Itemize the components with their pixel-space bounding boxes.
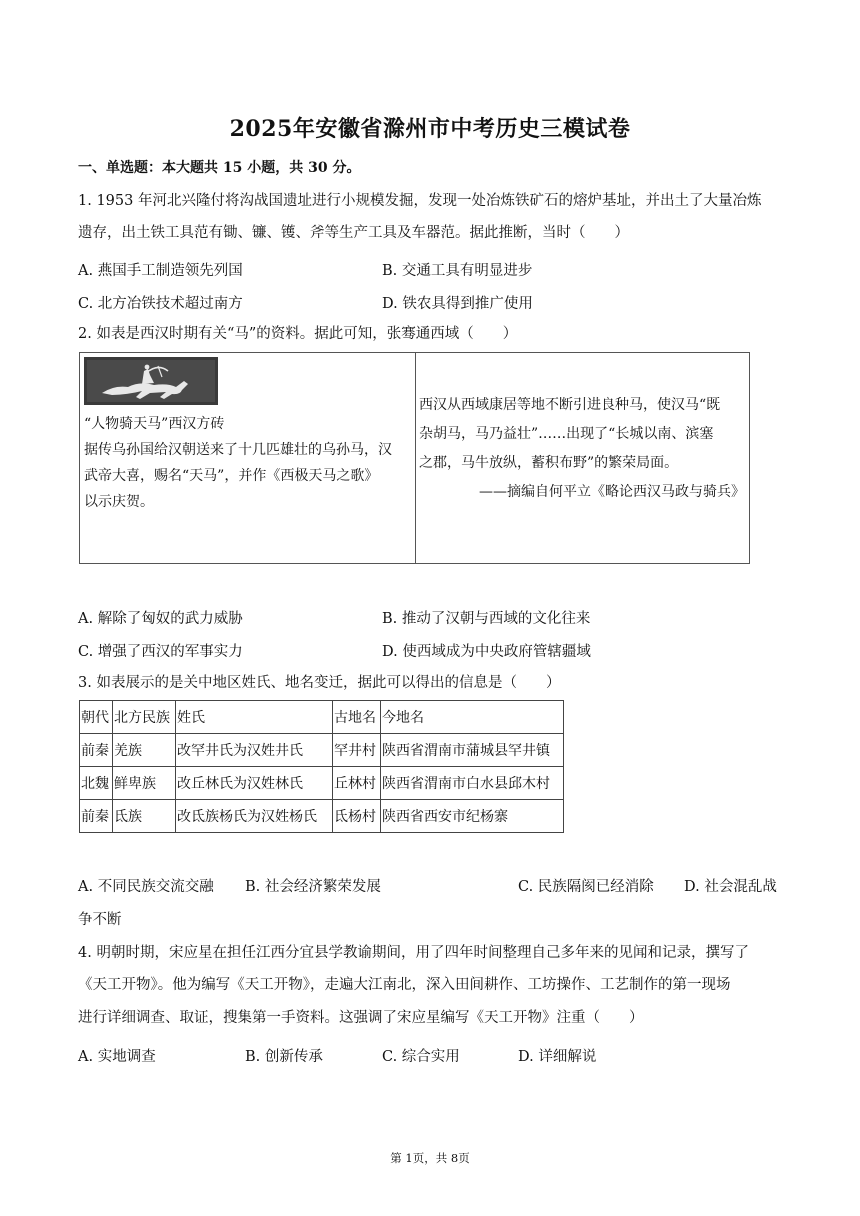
question-1-option-a[interactable]: A. 燕国手工制造领先列国 — [78, 263, 243, 279]
question-4-line-2: 《天工开物》。他为编写《天工开物》，走遍大江南北，深入田间耕作、工坊操作、工艺制作的第一现场 — [78, 977, 731, 993]
quote-source: ——摘编自何平立《略论西汉马政与骑兵》 — [479, 484, 745, 500]
table-header-cell: 姓氏 — [176, 701, 333, 734]
question-1-line-2: 遗存，出土铁工具范有锄、镰、镬、斧等生产工具及车器范。据此推断，当时（ ） — [78, 225, 629, 241]
question-3-option-b[interactable]: B. 社会经济繁荣发展 — [245, 879, 381, 895]
table-row — [80, 767, 564, 800]
table-cell: 北魏 — [80, 767, 113, 800]
question-3-stem: 3. 如表展示的是关中地区姓氏、地名变迁，据此可以得出的信息是（ ） — [78, 675, 561, 691]
brick-caption: “人物骑天马”西汉方砖 — [84, 416, 225, 432]
question-3-option-d[interactable]: D. 社会混乱战 — [684, 879, 777, 895]
table-header-cell: 朝代 — [80, 701, 113, 734]
question-2-stem: 2. 如表是西汉时期有关“马”的资料。据此可知，张骞通西域（ ） — [78, 326, 518, 342]
right-text-line-3: 之郡，马牛放纵，蓄积布野”的繁荣局面。 — [419, 455, 679, 471]
table-cell: 陕西省渭南市蒲城县罕井镇 — [381, 734, 564, 767]
right-text-line-1: 西汉从西域康居等地不断引进良种马，使汉马“既 — [419, 397, 721, 413]
table-cell: 陕西省西安市纪杨寨 — [381, 800, 564, 833]
table-cell: 改丘林氏为汉姓林氏 — [176, 767, 333, 800]
table-cell: 前秦 — [80, 734, 113, 767]
question-1-option-d[interactable]: D. 铁农具得到推广使用 — [382, 296, 533, 312]
table-cell: 陕西省渭南市白水县邱木村 — [381, 767, 564, 800]
question-2-option-b[interactable]: B. 推动了汉朝与西域的文化往来 — [382, 611, 591, 627]
table-header-row — [80, 701, 564, 734]
section-heading: 一、单选题：本大题共 15 小题，共 30 分。 — [78, 160, 361, 176]
left-text-line-3: 以示庆贺。 — [84, 494, 154, 510]
table-cell: 改氐族杨氏为汉姓杨氏 — [176, 800, 333, 833]
table-cell: 改罕井氏为汉姓井氏 — [176, 734, 333, 767]
question-4-line-3: 进行详细调查、取证，搜集第一手资料。这强调了宋应星编写《天工开物》注重（ ） — [78, 1010, 644, 1026]
question-2-option-a[interactable]: A. 解除了匈奴的武力威胁 — [78, 611, 243, 627]
question-4-option-c[interactable]: C. 综合实用 — [382, 1049, 460, 1065]
table-row — [80, 734, 564, 767]
question-2-option-d[interactable]: D. 使西域成为中央政府管辖疆域 — [382, 644, 591, 660]
question-4-option-b[interactable]: B. 创新传承 — [245, 1049, 323, 1065]
question-3-option-d-wrap: 争不断 — [78, 912, 122, 928]
question-4-line-1: 4. 明朝时期，宋应星在担任江西分宜县学教谕期间，用了四年时间整理自己多年来的见闻和记录，撰写了 — [78, 945, 749, 961]
table-cell: 鲜卑族 — [113, 767, 176, 800]
table-header-cell: 古地名 — [333, 701, 381, 734]
question-3-option-c[interactable]: C. 民族隔阂已经消除 — [518, 879, 654, 895]
table-cell: 罕井村 — [333, 734, 381, 767]
question-2-option-c[interactable]: C. 增强了西汉的军事实力 — [78, 644, 243, 660]
table-header-cell: 今地名 — [381, 701, 564, 734]
question-1-line-1: 1. 1953 年河北兴隆付将沟战国遗址进行小规模发掘，发现一处冶炼铁矿石的熔炉基址，并出土了大量冶炼 — [78, 193, 762, 209]
table-row — [80, 800, 564, 833]
question-4-option-a[interactable]: A. 实地调查 — [78, 1049, 156, 1065]
question-1-option-b[interactable]: B. 交通工具有明显进步 — [382, 263, 533, 279]
question-3-option-a[interactable]: A. 不同民族交流交融 — [78, 879, 214, 895]
question-4-option-d[interactable]: D. 详细解说 — [518, 1049, 597, 1065]
question-3-table — [79, 700, 564, 833]
left-text-line-1: 据传乌孙国给汉朝送来了十几匹雄壮的乌孙马，汉 — [84, 442, 392, 458]
question-2-table — [79, 352, 750, 564]
page-footer: 第 1页，共 8页 — [390, 1151, 470, 1165]
table-cell: 氐族 — [113, 800, 176, 833]
table-cell: 氐杨村 — [333, 800, 381, 833]
question-2-left-cell — [80, 353, 416, 564]
question-1-option-c[interactable]: C. 北方冶铁技术超过南方 — [78, 296, 243, 312]
table-cell: 羌族 — [113, 734, 176, 767]
question-2-right-cell — [416, 353, 750, 564]
horse-rider-brick-image — [84, 357, 218, 405]
table-cell: 前秦 — [80, 800, 113, 833]
table-header-cell: 北方民族 — [113, 701, 176, 734]
table-cell: 丘林村 — [333, 767, 381, 800]
left-text-line-2: 武帝大喜，赐名“天马”，并作《西极天马之歌》 — [84, 468, 379, 484]
right-text-line-2: 杂胡马，马乃益壮”……出现了“长城以南、滨塞 — [419, 426, 714, 442]
page-title: 2025年安徽省滁州市中考历史三模试卷 — [229, 116, 631, 142]
